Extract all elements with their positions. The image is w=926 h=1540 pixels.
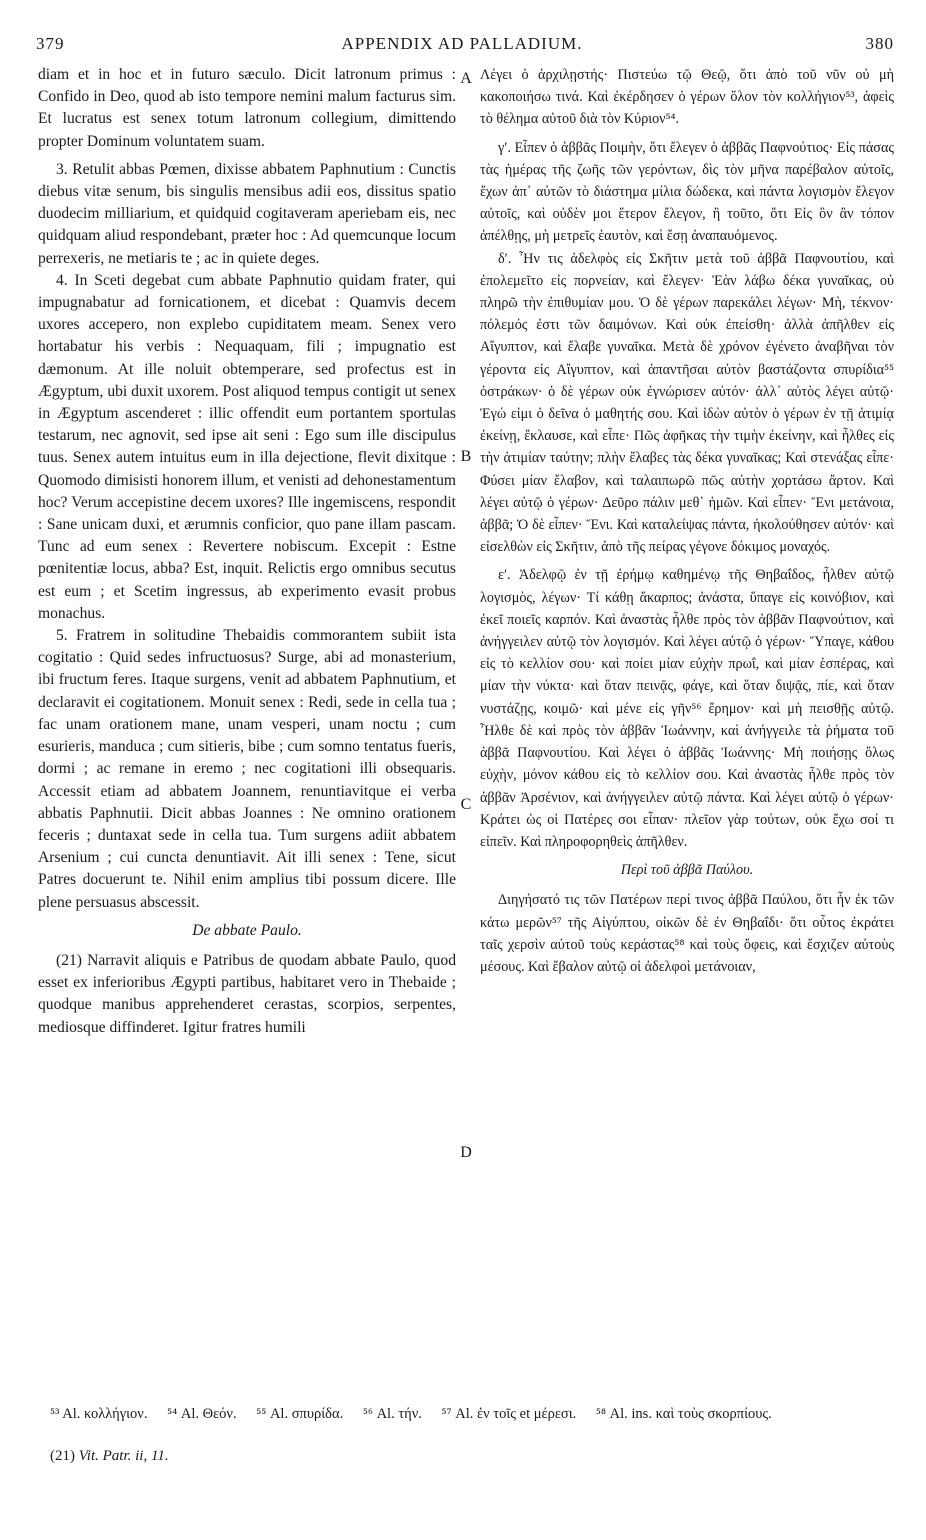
greek-paragraph: γʹ. Εἶπεν ὁ ἀββᾶς Ποιμὴν, ὅτι ἔλεγεν ὁ ἀββᾶς Παφνούτιος· Εἰς πάσας τὰς ἡμέρας τῆς ζωῆς τῶν γερόντων, δὶς τὸν μῆνα παρέβαλον αὐτοῖς, ἔχων ἀπ᾽ αὐτῶν τὸ διάστημα μίλια δώδεκα, καὶ πάντα λογισμὸν ἔλεγον αὐτοῖς, καὶ οὐδὲν μοι ἕτερον ἔλεγον, ἢ τοῦτο, ὅτι Εἰς ὃν ἂν τόπον ἀπέλθῃς, μὴ μετρεῖς ἑαυτὸν, καὶ ἔσῃ ἀναπαυόμενος. (480, 139, 894, 245)
latin-paragraph: diam et in hoc et in futuro sæculo. Dicit latronum primus : Confido in Deo, quod ab isto tempore nemini malum facturus sim. Et lucratus est senex totum latronum collegium, dimittendo propter Dominum voluntatem suam. (38, 66, 456, 150)
footnote-55: ⁵⁵ Al. σπυρίδα. (256, 1406, 344, 1422)
source-reference-number: (21) (50, 1448, 75, 1464)
running-title: APPENDIX AD PALLADIUM. (341, 34, 583, 53)
source-reference-text: Vit. Patr. ii, 11. (78, 1448, 169, 1464)
margin-markers (456, 64, 476, 1379)
page-number-left: 379 (36, 34, 65, 53)
margin-marker-b: B (460, 448, 472, 465)
source-reference (50, 1446, 894, 1466)
latin-paragraph: 3. Retulit abbas Pœmen, dixisse abbatem Paphnutium : Cunctis diebus vitæ senum, bis singulis mensibus adii eos, dissitus spatio duodecim milliarium, et quidquid cogitaveram aperiebam eis, nec quidquam aliud respondebant, præter hoc : Ad quemcunque locum perrexeris, ne metiaris te ; ac in quiete deges. (38, 160, 456, 267)
latin-paragraph: (21) Narravit aliquis e Patribus de quodam abbate Paulo, quod esset ex inferioribus Ægypti partibus, habitaret vero in Thebaide ; quodque manibus apprehenderet cerastas, scorpios, serpentes, mediosque diffinderet. Igitur fratres humili (38, 951, 456, 1036)
greek-paragraph: εʹ. Ἀδελφῷ ἐν τῇ ἐρήμῳ καθημένῳ τῆς Θηβαΐδος, ἦλθεν αὐτῷ λογισμὸς, λέγων· Τί κάθῃ ἄκαρπος; ἀνάστα, ὕπαγε εἰς κοινόβιον, καὶ ἐκεῖ ποιεῖς καρπόν. Καὶ ἀναστὰς ἦλθε πρὸς τὸν ἀββᾶν Παφνούτιον, καὶ ἀνήγγειλεν αὐτῷ τὸν λογισμόν. Καὶ λέγει αὐτῷ ὁ γέρων· Ὕπαγε, κάθου εἰς τὸ κελλίον σου· καὶ ποίει μίαν εὐχὴν πρωΐ, καὶ μίαν ἑσπέρας, καὶ μίαν τὴν νύκτα· καὶ ὅταν πεινᾷς, φάγε, καὶ ὅταν διψᾷς, πίε, καὶ ὅταν νυστάζῃς, κοιμῶ· καὶ μένε εἰς γῆν⁵⁶ ἔρημον· καὶ μὴ πεισθῇς αὐτῷ. Ἦλθε δὲ καὶ πρὸς τὸν ἀββᾶν Ἰωάννην, καὶ ἀνήγγειλε τὰ ῥήματα τοῦ ἀββᾶ Παφνουτίου. Καὶ λέγει ὁ ἀββᾶς Ἰωάννης· Μὴ ποιήσῃς ὅλως εὐχὴν, μόνον κάθου εἰς τὸ κελλίον σου. Καὶ ἀναστὰς ἦλθε πρὸς τὸν ἀββᾶν Ἀρσένιον, καὶ ἀνήγγειλεν αὐτῷ πάντα. Καὶ λέγει αὐτῷ ὁ γέρων· Κράτει ὡς οἱ Πατέρες σοι εἶπαν· πλεῖον γὰρ τούτων, οὐκ ἔχω σοί τι εἰπεῖν. Καὶ πληροφορηθεὶς ἀπῆλθεν. (480, 567, 894, 850)
latin-paragraph: 4. In Sceti degebat cum abbate Paphnutio quidam frater, qui impugnabatur ad fornicationem, et dicebat : Quamvis decem uxores accepero, non explebo cupiditatem meam. Senex vero hortabatur his verbis : Nequaquam, fili ; impugnatio est dæmonum. At ille noluit obtemperare, sed profectus est in Ægyptum, ubi duxit uxorem. Post aliquod tempus contigit ut senex in Ægyptum ascenderet : illic offendit eum portantem sportulas testarum, nec agnovit, sed ipse ait seni : Ego sum ille discipulus tuus. Senex autem intuitus eum in illa dejectione, flevit dixitque : Quomodo dimisisti honorem illum, et venisti ad dehonestamentum hoc? Verum accepistine decem uxores? Ille ingemiscens, respondit : Sane unicam duxi, et ærumnis conficior, quo pane illam pascam. Tunc ad eum senex : Revertere nobiscum. Excepit : Estne pœnitentiæ locus, abba? Est, inquit. Relictis ergo omnibus secutus est eum ; et Scetim ingressus, ab experimento evasit probus monachus. (38, 271, 456, 622)
footnote-57: ⁵⁷ Al. ἐν τοῖς et μέρεσι. (441, 1406, 577, 1422)
footnotes (50, 1404, 894, 1466)
page-number-right: 380 (865, 34, 894, 53)
footnote-53: ⁵³ Al. κολλήγιον. (50, 1406, 148, 1422)
greek-section-heading: Περὶ τοῦ ἀββᾶ Παύλου. (620, 862, 754, 879)
greek-column (480, 64, 894, 1379)
margin-marker-d: D (460, 1144, 472, 1161)
greek-paragraph: δʹ. Ἦν τις ἀδελφὸς εἰς Σκῆτιν μετὰ τοῦ ἀββᾶ Παφνουτίου, καὶ ἐπολεμεῖτο εἰς πορνείαν, καὶ ἔλεγεν· Ἐὰν λάβω δέκα γυναῖκας, οὐ πληρῶ τὴν ἐπιθυμίαν μου. Ὁ δὲ γέρων παρεκάλει λέγων· Μὴ, τέκνον· πόλεμός ἐστι τῶν δαιμόνων. Καὶ οὐκ ἐπείσθη· ἀλλὰ ἀπῆλθεν εἰς Αἴγυπτον, καὶ ἔλαβε γυναῖκα. Μετὰ δὲ χρόνον ἐγένετο ἀναβῆναι τὸν γέροντα εἰς Αἴγυπτον, καὶ ἀπαντῆσαι αὐτὸν βαστάζοντα σπυρίδια⁵⁵ ὀστράκων· ὁ δὲ γέρων οὐκ ἐγνώρισεν αὐτόν· ἀλλ᾽ αὐτὸς λέγει αὐτῷ· Ἐγώ εἰμι ὁ δεῖνα ὁ μαθητής σου. Καὶ ἰδὼν αὐτὸν ὁ γέρων ἐν τῇ ἀτιμίᾳ ἐκείνῃ, ἔκλαυσε, καὶ εἶπε· Πῶς ἀφῆκας τὴν τιμὴν ἐκείνην, καὶ ἦλθες εἰς τὴν ἀτιμίαν ταύτην; πλὴν ἔλαβες τὰς δέκα γυναῖκας; Καὶ στενάξας εἶπε· Φύσει μίαν ἔλαβον, καὶ ταλαιπωρῶ πῶς αὐτὴν χορτάσω ἄρτον. Καὶ λέγει αὐτῷ ὁ γέρων· Δεῦρο πάλιν μεθ᾽ ἡμῶν. Καὶ εἶπεν· Ἔνι μετάνοια, ἀββᾶ; Ὁ δὲ εἶπεν· Ἔνι. Καὶ καταλείψας πάντα, ἠκολούθησεν αὐτόν· καὶ εἰσελθὼν εἰς Σκῆτιν, ἀπὸ τῆς πείρας γέγονε δόκιμος μοναχός. (480, 250, 894, 556)
page-header (30, 30, 894, 56)
margin-marker-c: C (460, 796, 472, 813)
greek-paragraph: Διηγήσατό τις τῶν Πατέρων περί τινος ἀββᾶ Παύλου, ὅτι ἦν ἐκ τῶν κάτω μερῶν⁵⁷ τῆς Αἰγύπτου, οἰκῶν δὲ ἐν Θηβαΐδι· ὅτι οὗτος ἐκράτει ταῖς χερσὶν αὐτοῦ τοὺς κεράστας⁵⁸ καὶ τοὺς ὄφεις, καὶ ἔσχιζεν αὐτοὺς μέσους. Καὶ ἔβαλον αὐτῷ οἱ ἀδελφοὶ μετάνοιαν, (480, 892, 894, 975)
footnote-58: ⁵⁸ Al. ins. καὶ τοὺς σκορπίους. (595, 1406, 772, 1422)
footnote-56: ⁵⁶ Al. τήν. (362, 1406, 422, 1422)
margin-marker-a: A (460, 70, 472, 87)
greek-paragraph: Λέγει ὁ ἀρχιλῃστής· Πιστεύω τῷ Θεῷ, ὅτι ἀπὸ τοῦ νῦν οὐ μὴ κακοποιήσω τινά. Καὶ ἐκέρδησεν ὁ γέρων ὅλον τὸν κολλήγιον⁵³, ἀφεὶς τὸ θέλημα αὐτοῦ διὰ τὸν Κύριον⁵⁴. (480, 67, 894, 128)
footnote-54: ⁵⁴ Al. Θεόν. (167, 1406, 237, 1422)
latin-column (38, 64, 456, 1379)
latin-section-heading: De abbate Paulo. (192, 921, 302, 939)
latin-paragraph: 5. Fratrem in solitudine Thebaidis commorantem subiit ista cogitatio : Quid sedes infructuosus? Surge, abi ad monasterium, ibi fructum feres. Itaque surgens, venit ad abbatem Paphnutium, et declaravit ei cogitationem. Monuit senex : Redi, sede in cella tua ; fac unam orationem mane, unam vesperi, unam noctu ; cum esurieris, manduca ; cum sitieris, bibe ; cum somno tentatus fueris, dormi ; ac remane in eremo ; nec cogitationi illi obsequaris. Accessit etiam ad abbatem Joannem, renuntiavitque ei verba abbatis Paphnutii. Dicit abbas Joannes : Ne omnino orationem feceris ; duntaxat sede in cella tua. Tum surgens adiit abbatem Arsenium ; cui cuncta denuntiavit. Ait illi senex : Tene, sicut Patres docuerunt te. Nihil enim amplius tibi possum dicere. Ille plene persuasus abscessit. (38, 627, 456, 911)
